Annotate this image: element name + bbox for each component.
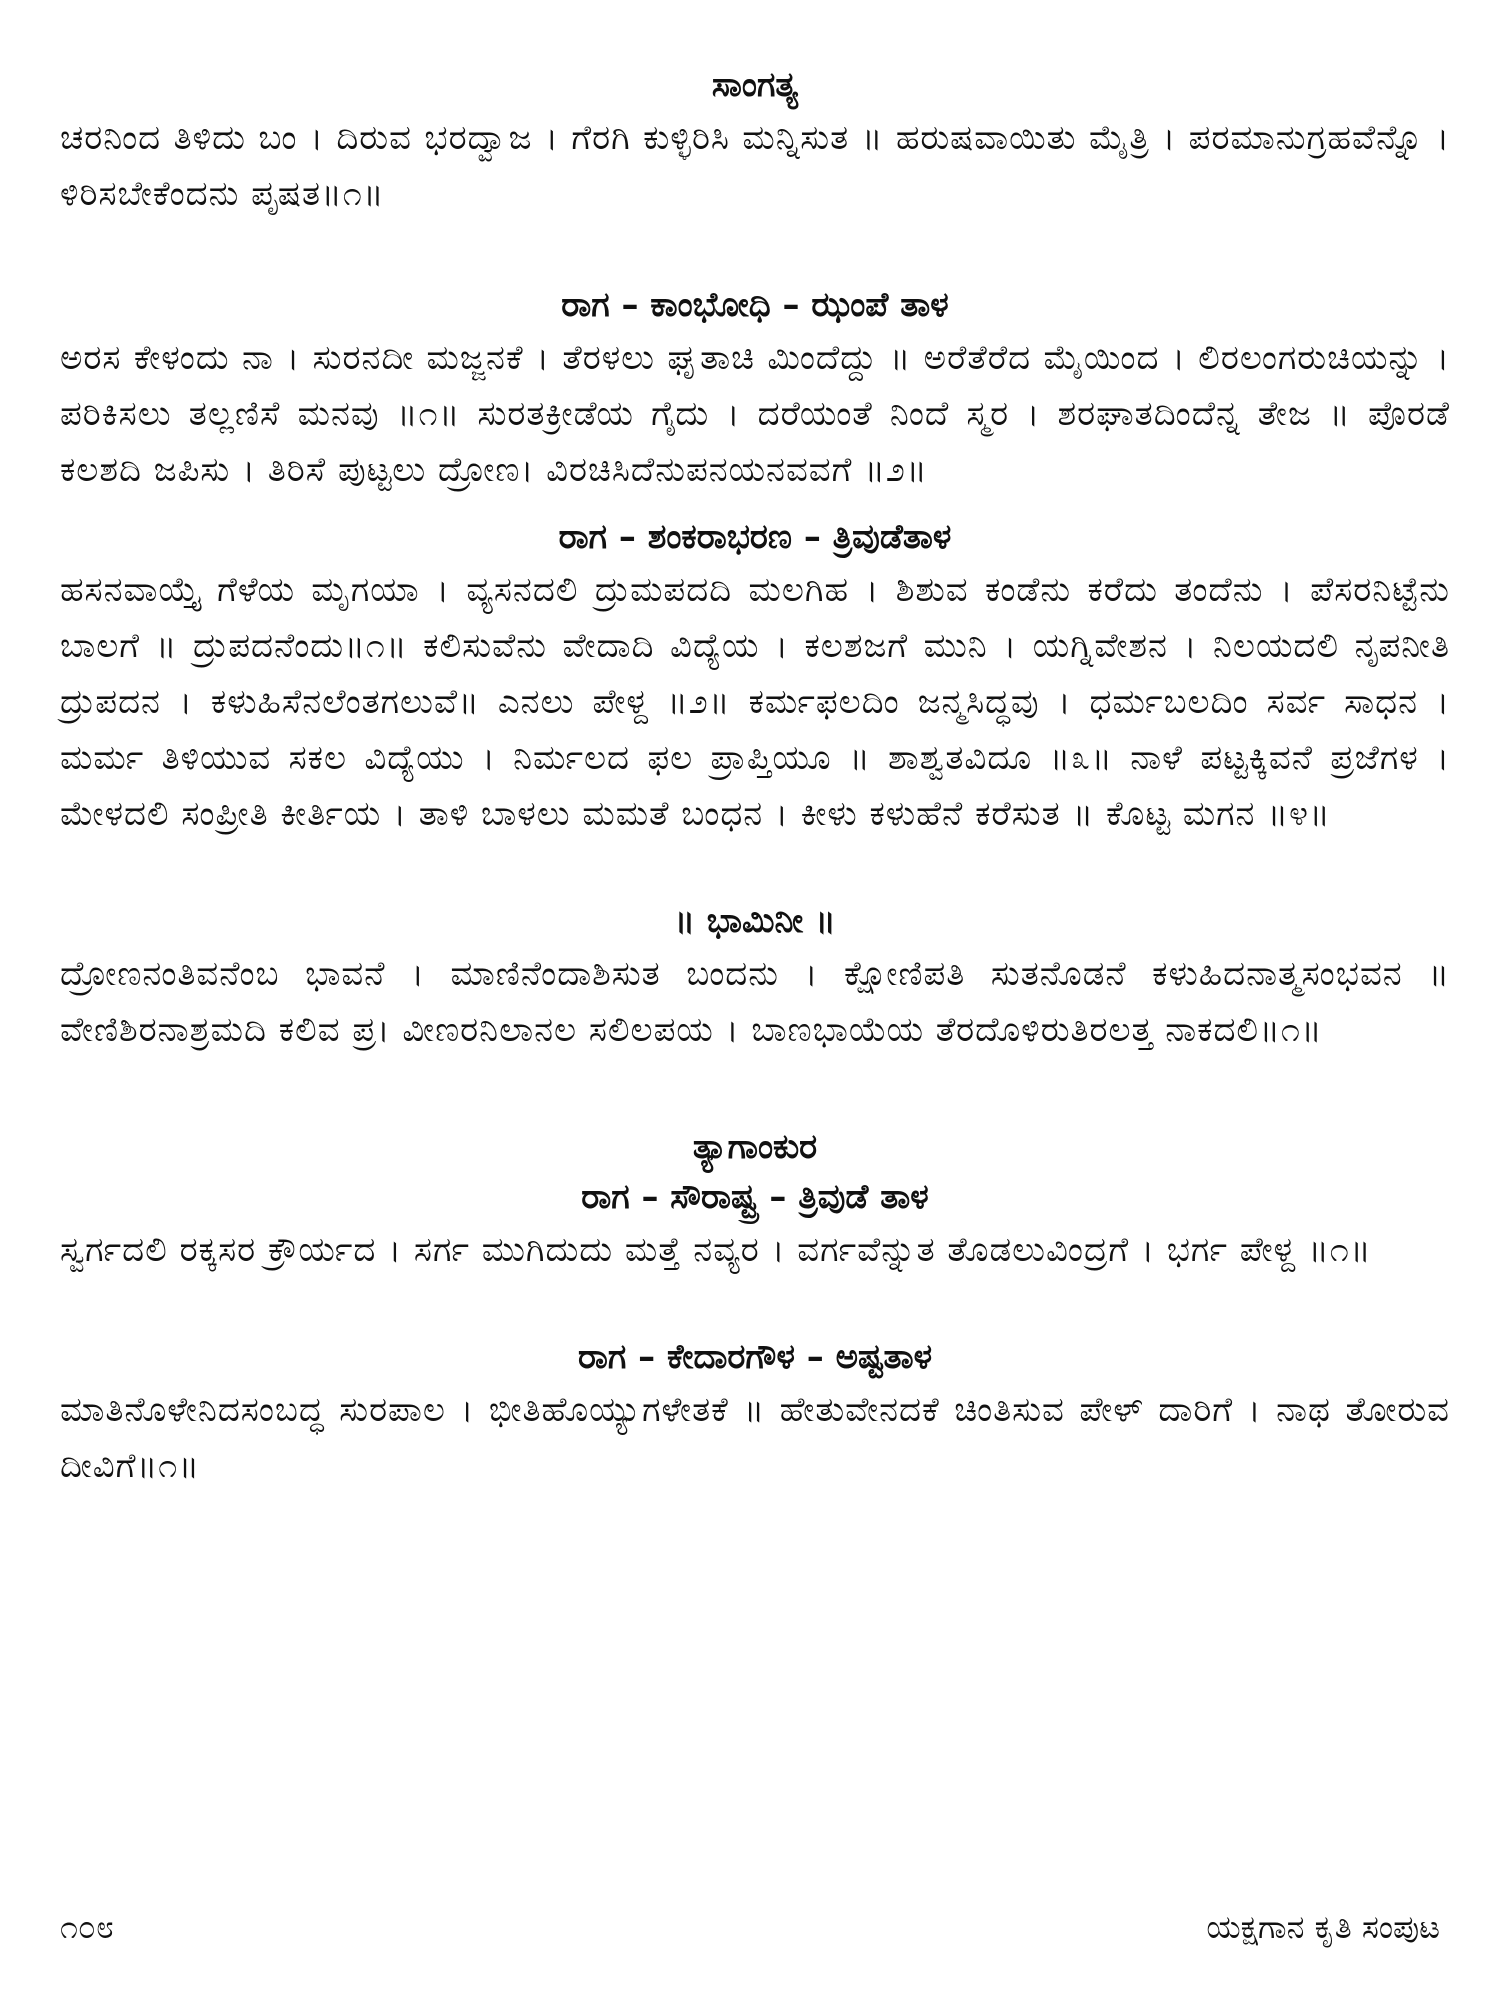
section-heading: ಸಾಂಗತ್ಯ	[711, 65, 799, 105]
page-footer	[60, 1905, 1440, 1949]
section-heading: ರಾಗ – ಸೌರಾಷ್ಟ್ರ – ತ್ರಿವುಡೆ ತಾಳ	[581, 1177, 929, 1217]
section-raga-kambhodhi	[60, 280, 1450, 498]
verse-text: ಸ್ವರ್ಗದಲಿ ರಕ್ಕಸರ ಕ್ರೌರ್ಯದ । ಸರ್ಗ ಮುಗಿದುದು ಮತ್ತೆ ನವ್ಯರ । ವರ್ಗವೆನ್ನುತ ತೊಡಲುವಿಂದ್ರಗೆ । ಭರ್ಗ ಪೇಳ್ದ ॥೧॥	[60, 1230, 1372, 1270]
verse-text: ಚರನಿಂದ ತಿಳಿದು ಬಂ । ದಿರುವ ಭರದ್ವಾಜ । ಗೆರಗಿ ಕುಳ್ಳಿರಿಸಿ ಮನ್ನಿಸುತ ॥ ಹರುಷವಾಯಿತು ಮೈತ್ರಿ । ಪರಮಾನುಗ್ರಹವೆನ್ನೊ । ಳಿರಿಸಬೇಕೆಂದನು ಪೃಷತ॥೧॥	[60, 118, 1450, 214]
verse-text: ಅರಸ ಕೇಳಂದು ನಾ । ಸುರನದೀ ಮಜ್ಜನಕೆ । ತೆರಳಲು ಘೃತಾಚಿ ಮಿಂದೆದ್ದು ॥ ಅರೆತೆರೆದ ಮೈಯಿಂದ । ಲಿರಲಂಗರುಚಿಯನ್ನು । ಪರಿಕಿಸಲು ತಲ್ಲಣಿಸೆ ಮನವು ॥೧॥ ಸುರತಕ್ರೀಡೆಯ ಗೈದು । ದರೆಯಂತೆ ನಿಂದೆ ಸ್ಮರ । ಶರಘಾತದಿಂದೆನ್ನ ತೇಜ ॥ ಪೊರಡೆ ಕಲಶದಿ ಜಪಿಸು । ತಿರಿಸೆ ಪುಟ್ಟಲು ದ್ರೋಣ। ವಿರಚಿಸಿದೆನುಪನಯನವವಗೆ ॥೨॥	[60, 338, 1450, 490]
page-content	[60, 60, 1450, 1960]
book-title: ಯಕ್ಷಗಾನ ಕೃತಿ ಸಂಪುಟ	[1206, 1908, 1440, 1946]
page-number: ೧೦೮	[60, 1908, 114, 1946]
spacer	[60, 1292, 1450, 1332]
section-raga-kedaragaula	[60, 1332, 1450, 1494]
spacer	[60, 856, 1450, 896]
section-heading: ರಾಗ – ಶಂಕರಾಭರಣ – ತ್ರಿವುಡೆತಾಳ	[558, 517, 952, 557]
section-tyagankura	[60, 1122, 1450, 1172]
spacer	[60, 236, 1450, 280]
section-raga-shankarabharana	[60, 512, 1450, 842]
section-heading: ರಾಗ – ಕೇದಾರಗೌಳ – ಅಷ್ಟತಾಳ	[577, 1337, 933, 1377]
section-sangatya	[60, 60, 1450, 222]
section-heading: ರಾಗ – ಕಾಂಭೋಧಿ – ಝಂಪೆ ತಾಳ	[561, 285, 949, 325]
verse-text: ಹಸನವಾಯ್ತೈ ಗೆಳೆಯ ಮೃಗಯಾ । ವ್ಯಸನದಲಿ ದ್ರುಮಪದದಿ ಮಲಗಿಹ । ಶಿಶುವ ಕಂಡೆನು ಕರೆದು ತಂದೆನು । ಪೆಸರನಿಟ್ಟೆನು ಬಾಲಗೆ ॥ ದ್ರುಪದನೆಂದು॥೧॥ ಕಲಿಸುವೆನು ವೇದಾದಿ ವಿದ್ಯೆಯ । ಕಲಶಜಗೆ ಮುನಿ । ಯಗ್ನಿವೇಶನ । ನಿಲಯದಲಿ ನೃಪನೀತಿ ದ್ರುಪದನ । ಕಳುಹಿಸೆನಲೆಂತಗಲುವೆ॥ ಎನಲು ಪೇಳ್ದ ॥೨॥ ಕರ್ಮಫಲದಿಂ ಜನ್ಮಸಿದ್ಧವು । ಧರ್ಮಬಲದಿಂ ಸರ್ವ ಸಾಧನ । ಮರ್ಮ ತಿಳಿಯುವ ಸಕಲ ವಿದ್ಯೆಯು । ನಿರ್ಮಲದ ಫಲ ಪ್ರಾಪ್ತಿಯೂ ॥ ಶಾಶ್ವತವಿದೂ ॥೩॥ ನಾಳೆ ಪಟ್ಟಕ್ಕಿವನೆ ಪ್ರಜೆಗಳ । ಮೇಳದಲಿ ಸಂಪ್ರೀತಿ ಕೀರ್ತಿಯ । ತಾಳಿ ಬಾಳಲು ಮಮತೆ ಬಂಧನ । ಕೀಳು ಕಳುಹೆನೆ ಕರೆಸುತ ॥ ಕೊಟ್ಟ ಮಗನ ॥೪॥	[60, 570, 1450, 834]
episode-title: ತ್ಯಾಗಾಂಕುರ	[692, 1127, 818, 1167]
verse-text: ಮಾತಿನೊಳೇನಿದಸಂಬದ್ಧ ಸುರಪಾಲ । ಭೀತಿಹೊಯ್ಯುಗಳೇತಕೆ ॥ ಹೇತುವೇನದಕೆ ಚಿಂತಿಸುವ ಪೇಳ್ ದಾರಿಗೆ । ನಾಥ ತೋರುವ ದೀವಿಗೆ॥೧॥	[60, 1390, 1450, 1486]
verse-text: ದ್ರೋಣನಂತಿವನೆಂಬ ಭಾವನೆ । ಮಾಣಿನೆಂದಾಶಿಸುತ ಬಂದನು । ಕ್ಷೋಣಿಪತಿ ಸುತನೊಡನೆ ಕಳುಹಿದನಾತ್ಮಸಂಭವನ ॥ ವೇಣಿಶಿರನಾಶ್ರಮದಿ ಕಲಿವ ಪ್ರ। ವೀಣರನಿಲಾನಲ ಸಲಿಲಪಯ । ಬಾಣಭಾಯೆಯ ತೆರದೊಳಿರುತಿರಲತ್ತ ನಾಕದಲಿ॥೧॥	[60, 954, 1450, 1050]
section-raga-saurashtra	[60, 1172, 1450, 1278]
spacer	[60, 1072, 1450, 1122]
section-heading: ॥ ಭಾಮಿನೀ ॥	[674, 901, 836, 941]
section-bhamini	[60, 896, 1450, 1058]
